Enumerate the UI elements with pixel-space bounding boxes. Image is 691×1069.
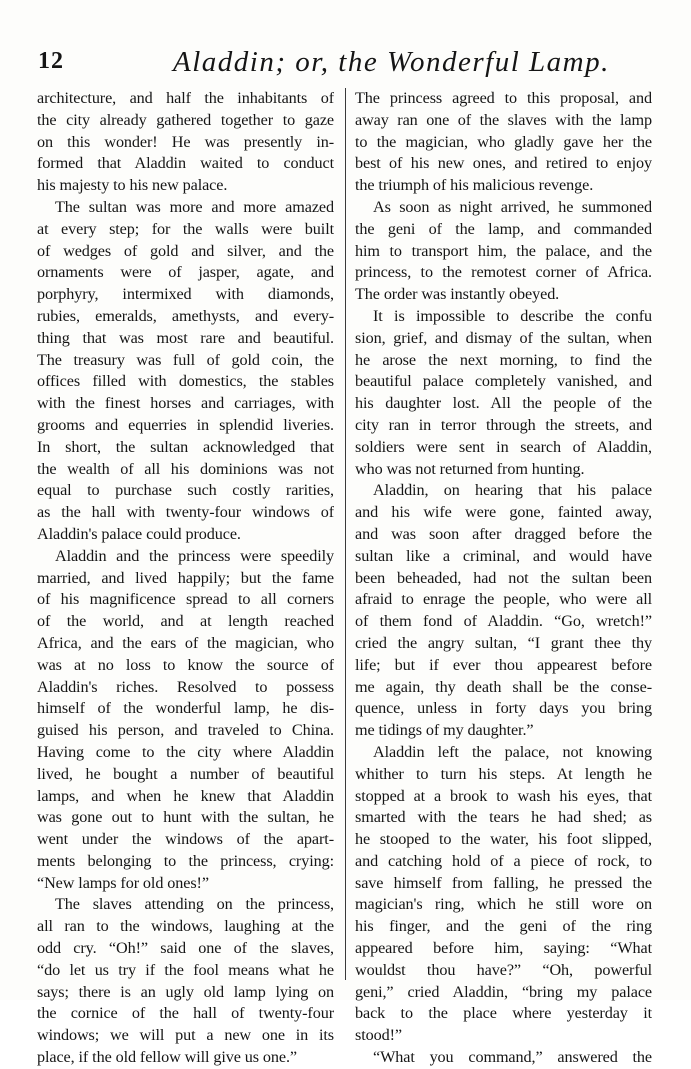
text-line: cried the angry sultan, “I grant thee thy (355, 633, 652, 652)
text-line: Aladdin's palace could produce. (37, 524, 241, 543)
text-line: beautiful palace completely vanished, and (355, 372, 652, 391)
text-line: me again, thy death shall be the conse- (355, 677, 652, 696)
text-line: himself of the wonderful lamp, he dis- (37, 699, 334, 718)
text-line: sultan like a criminal, and would have (355, 546, 652, 565)
text-line: The treasury was full of gold coin, the (37, 350, 334, 369)
text-line: smarted with the tears he had shed; as (355, 808, 652, 827)
text-line: “New lamps for old ones!” (37, 873, 209, 892)
left-text-column (37, 88, 334, 1069)
text-line: life; but if ever thou appearest before (355, 655, 652, 674)
text-line: quence, unless in forty days you bring (355, 699, 652, 718)
text-line: The order was instantly obeyed. (355, 285, 560, 304)
text-line: the geni of the lamp, and commanded (355, 219, 652, 238)
text-line: he arose the next morning, to find the (355, 350, 652, 369)
text-line: and catching hold of a piece of rock, to (355, 851, 652, 870)
text-line: porphyry, intermixed with diamonds, (37, 285, 334, 304)
text-line: soldiers were sent in search of Aladdin, (355, 437, 652, 456)
text-line: city ran in terror through the streets, and (355, 415, 652, 434)
text-line: The slaves attending on the princess, (55, 895, 334, 914)
text-line: In short, the sultan acknowledged that (37, 437, 334, 456)
text-line: rubies, emeralds, amethysts, and every- (37, 306, 334, 325)
text-line: grooms and equerries in splendid liveries. (37, 415, 334, 434)
text-line: formed that Aladdin waited to conduct (37, 154, 334, 173)
text-line: to the magician, who gladly gave her the (355, 132, 652, 151)
text-line: magician's ring, which he still wore on (355, 895, 652, 914)
text-line: his majesty to his new palace. (37, 176, 228, 195)
text-line: went under the windows of the apart- (37, 830, 334, 849)
text-line: married, and lived happily; but the fame (37, 568, 334, 587)
text-line: windows; we will put a new one in its (37, 1026, 334, 1045)
text-line: save himself from falling, he pressed the (355, 873, 652, 892)
text-line: architecture, and half the inhabitants of (37, 89, 334, 107)
text-line: princess, to the remotest corner of Africa. (355, 263, 652, 282)
text-line: Aladdin's riches. Resolved to possess (37, 677, 334, 696)
text-line: of wedges of gold and silver, and the (37, 241, 334, 260)
text-line: of the world, and at length reached (37, 612, 334, 631)
text-line: appeared before him, saying: “What (355, 939, 652, 958)
text-line: away ran one of the slaves with the lamp (355, 110, 652, 129)
text-line: says; there is an ugly old lamp lying on (37, 982, 334, 1001)
text-line: geni,” cried Aladdin, “bring my palace (355, 982, 652, 1001)
text-line: back to the place where yesterday it (355, 1004, 652, 1023)
text-line: As soon as night arrived, he summoned (373, 197, 652, 216)
text-line: offices filled with domestics, the stables (37, 372, 334, 391)
text-line: lamps, and when he knew that Aladdin (37, 786, 334, 805)
text-line: Africa, and the ears of the magician, who (37, 633, 334, 652)
text-line: The princess agreed to this proposal, and (355, 89, 652, 107)
text-line: of them fond of Aladdin. “Go, wretch!” (355, 612, 652, 631)
text-line: the cornice of the hall of twenty-four (37, 1004, 334, 1023)
page-number: 12 (38, 48, 64, 74)
text-line: The sultan was more and more amazed (55, 197, 334, 216)
text-line: wouldst thou have?” “Oh, powerful (355, 960, 652, 979)
text-line: the wealth of all his dominions was not (37, 459, 334, 478)
running-title: Aladdin; or, the Wonderful Lamp. (173, 46, 610, 78)
right-text-column (355, 88, 652, 1069)
text-line: Aladdin, on hearing that his palace (373, 481, 652, 500)
text-line: was gone out to hunt with the sultan, he (37, 808, 334, 827)
text-line: ornaments were of jasper, agate, and (37, 263, 334, 282)
text-line: stood!” (355, 1026, 402, 1045)
text-line: me tidings of my daughter.” (355, 721, 534, 740)
text-line: best of his new ones, and retired to enjoy (355, 154, 652, 173)
text-line: as the hall with twenty-four windows of (37, 503, 334, 522)
text-line: odd cry. “Oh!” said one of the slaves, (37, 939, 334, 958)
text-line: guised his person, and traveled to China. (37, 721, 334, 740)
text-line: whither to turn his steps. At length he (355, 764, 652, 783)
text-line: equal to purchase such costly rarities, (37, 481, 334, 500)
text-line: ments belonging to the princess, crying: (37, 851, 334, 870)
text-line: thing that was most rare and beautiful. (37, 328, 334, 347)
text-line: Having come to the city where Aladdin (37, 742, 334, 761)
text-line: Aladdin left the palace, not knowing (373, 742, 652, 761)
text-line: Aladdin and the princess were speedily (55, 546, 334, 565)
text-line: at every step; for the walls were built (37, 219, 334, 238)
text-line: sion, grief, and dismay of the sultan, when (355, 328, 652, 347)
text-line: the city already gathered together to gaze (37, 110, 334, 129)
text-line: was at no loss to know the source of (37, 655, 334, 674)
text-line: It is impossible to describe the confu (373, 306, 652, 325)
text-line: he stooped to the water, his foot slipped, (355, 830, 652, 849)
text-line: the triumph of his malicious revenge. (355, 176, 594, 195)
text-line: him to transport him, the palace, and the (355, 241, 652, 260)
text-line: been beheaded, had not the sultan been (355, 568, 652, 587)
text-line: “What you command,” answered the (373, 1048, 652, 1067)
text-line: his daughter lost. All the people of the (355, 394, 652, 413)
text-line: place, if the old fellow will give us one.” (37, 1048, 298, 1067)
text-line: stopped at a brook to wash his eyes, that (355, 786, 652, 805)
text-line: who was not returned from hunting. (355, 459, 585, 478)
text-line: and was soon after dragged before the (355, 524, 652, 543)
page-header (38, 42, 648, 82)
text-line: his finger, and the geni of the ring (355, 917, 652, 936)
text-line: “do let us try if the fool means what he (37, 960, 334, 979)
text-line: lived, he bought a number of beautiful (37, 764, 334, 783)
text-line: with the finest horses and carriages, with (37, 394, 334, 413)
text-line: afraid to enrage the people, who were all (355, 590, 652, 609)
text-line: of his magnificence spread to all corners (37, 590, 334, 609)
text-line: all ran to the windows, laughing at the (37, 917, 334, 936)
text-line: on this wonder! He was presently in- (37, 132, 334, 151)
column-divider (345, 88, 346, 980)
text-line: and his wife were gone, fainted away, (355, 503, 652, 522)
